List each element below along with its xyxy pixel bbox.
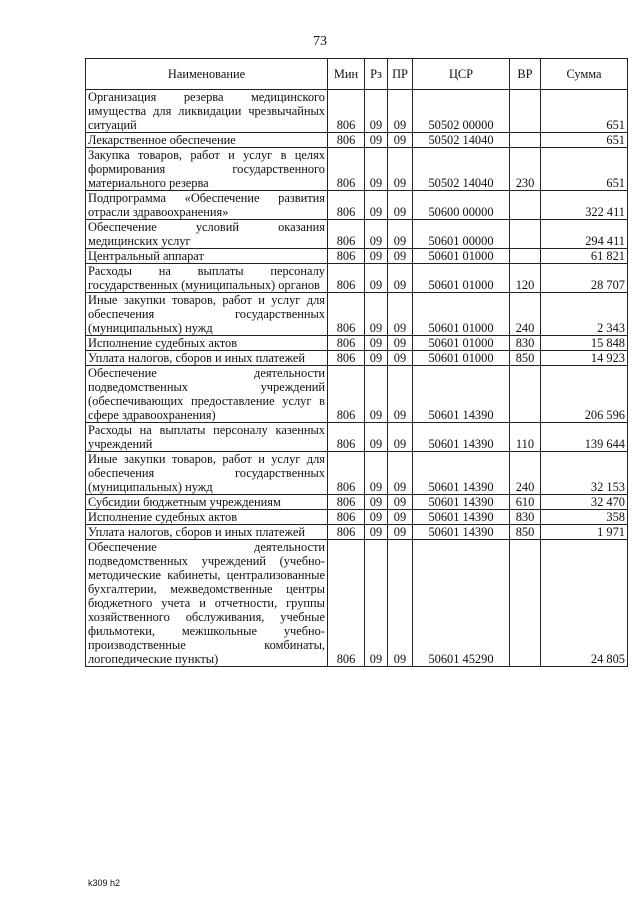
row-name: Лекарственное обеспечение: [86, 133, 328, 148]
row-rz: 09: [365, 336, 388, 351]
table-row: [86, 495, 628, 510]
row-name: Подпрограмма «Обеспечение развития отрасли здравоохранения»: [86, 191, 328, 220]
row-name: Организация резерва медицинского имущества для ликвидации чрезвычайных ситуаций: [86, 90, 328, 133]
row-sum: 32 470: [541, 495, 628, 510]
row-rz: 09: [365, 452, 388, 495]
row-csr: 50601 00000: [413, 220, 510, 249]
row-sum: 2 343: [541, 293, 628, 336]
row-vr: 240: [510, 452, 541, 495]
row-pr: 09: [388, 90, 413, 133]
row-min: 806: [328, 133, 365, 148]
table-row: [86, 452, 628, 495]
row-rz: 09: [365, 525, 388, 540]
budget-table: [85, 58, 628, 667]
row-name: Исполнение судебных актов: [86, 336, 328, 351]
row-pr: 09: [388, 423, 413, 452]
row-name: Расходы на выплаты персоналу казенных учреждений: [86, 423, 328, 452]
row-sum: 651: [541, 148, 628, 191]
row-min: 806: [328, 366, 365, 423]
row-rz: 09: [365, 351, 388, 366]
row-csr: 50601 14390: [413, 495, 510, 510]
row-vr: [510, 220, 541, 249]
table-row: [86, 525, 628, 540]
table-row: [86, 423, 628, 452]
row-name: Расходы на выплаты персоналу государственных (муниципальных) органов: [86, 264, 328, 293]
table-row: [86, 191, 628, 220]
row-pr: 09: [388, 191, 413, 220]
row-sum: 14 923: [541, 351, 628, 366]
row-rz: 09: [365, 495, 388, 510]
row-vr: [510, 540, 541, 667]
row-sum: 358: [541, 510, 628, 525]
row-sum: 24 805: [541, 540, 628, 667]
page-number: 73: [313, 34, 327, 49]
row-sum: 1 971: [541, 525, 628, 540]
row-vr: 830: [510, 510, 541, 525]
row-vr: [510, 90, 541, 133]
row-pr: 09: [388, 351, 413, 366]
row-rz: 09: [365, 264, 388, 293]
row-csr: 50601 01000: [413, 264, 510, 293]
row-min: 806: [328, 249, 365, 264]
table-header-row: [86, 59, 628, 90]
row-min: 806: [328, 540, 365, 667]
table-row: [86, 133, 628, 148]
row-csr: 50502 14040: [413, 133, 510, 148]
row-pr: 09: [388, 293, 413, 336]
table-row: [86, 540, 628, 667]
row-name: Уплата налогов, сборов и иных платежей: [86, 351, 328, 366]
row-min: 806: [328, 148, 365, 191]
row-min: 806: [328, 90, 365, 133]
row-pr: 09: [388, 264, 413, 293]
row-min: 806: [328, 452, 365, 495]
table-row: [86, 249, 628, 264]
row-min: 806: [328, 220, 365, 249]
row-sum: 651: [541, 90, 628, 133]
row-vr: 830: [510, 336, 541, 351]
row-csr: 50601 01000: [413, 336, 510, 351]
row-rz: 09: [365, 220, 388, 249]
table-row: [86, 293, 628, 336]
row-min: 806: [328, 191, 365, 220]
row-rz: 09: [365, 510, 388, 525]
row-sum: 139 644: [541, 423, 628, 452]
row-csr: 50601 01000: [413, 249, 510, 264]
table-row: [86, 336, 628, 351]
row-pr: 09: [388, 366, 413, 423]
row-pr: 09: [388, 540, 413, 667]
row-csr: 50601 14390: [413, 525, 510, 540]
row-rz: 09: [365, 366, 388, 423]
row-csr: 50600 00000: [413, 191, 510, 220]
row-min: 806: [328, 423, 365, 452]
row-min: 806: [328, 264, 365, 293]
table-row: [86, 351, 628, 366]
table-body: [86, 90, 628, 667]
row-name: Центральный аппарат: [86, 249, 328, 264]
row-pr: 09: [388, 336, 413, 351]
row-vr: 850: [510, 525, 541, 540]
header-vr: ВР: [510, 59, 541, 90]
row-vr: [510, 191, 541, 220]
row-pr: 09: [388, 148, 413, 191]
row-min: 806: [328, 351, 365, 366]
row-min: 806: [328, 510, 365, 525]
row-name: Обеспечение условий оказания медицинских услуг: [86, 220, 328, 249]
row-vr: 110: [510, 423, 541, 452]
row-sum: 61 821: [541, 249, 628, 264]
row-vr: 120: [510, 264, 541, 293]
row-csr: 50601 45290: [413, 540, 510, 667]
row-rz: 09: [365, 148, 388, 191]
table-row: [86, 220, 628, 249]
row-pr: 09: [388, 220, 413, 249]
row-name: Иные закупки товаров, работ и услуг для обеспечения государственных (муниципальных) нужд: [86, 452, 328, 495]
row-rz: 09: [365, 133, 388, 148]
row-pr: 09: [388, 510, 413, 525]
row-sum: 294 411: [541, 220, 628, 249]
row-sum: 32 153: [541, 452, 628, 495]
row-vr: 850: [510, 351, 541, 366]
row-sum: 322 411: [541, 191, 628, 220]
row-name: Обеспечение деятельности подведомственных учреждений (учебно-методические кабинеты, централизованные бухгалтерии, межведомственные центры бюджетного учета и отчетности, группы хозяйственного обслуживания, учебные фильмотеки, межшкольные учебно-производственные комбинаты, логопедические пункты): [86, 540, 328, 667]
row-csr: 50601 01000: [413, 351, 510, 366]
row-min: 806: [328, 495, 365, 510]
row-name: Обеспечение деятельности подведомственных учреждений (обеспечивающих предоставление услуг в сфере здравоохранения): [86, 366, 328, 423]
row-csr: 50601 14390: [413, 510, 510, 525]
footer-code: k309 h2: [88, 878, 121, 888]
table-row: [86, 510, 628, 525]
row-csr: 50601 01000: [413, 293, 510, 336]
row-pr: 09: [388, 249, 413, 264]
header-rz: Рз: [365, 59, 388, 90]
row-name: Иные закупки товаров, работ и услуг для обеспечения государственных (муниципальных) нужд: [86, 293, 328, 336]
row-vr: [510, 133, 541, 148]
row-vr: [510, 366, 541, 423]
row-vr: 230: [510, 148, 541, 191]
row-sum: 206 596: [541, 366, 628, 423]
row-pr: 09: [388, 525, 413, 540]
row-csr: 50502 14040: [413, 148, 510, 191]
row-rz: 09: [365, 293, 388, 336]
row-vr: 240: [510, 293, 541, 336]
header-sum: Сумма: [541, 59, 628, 90]
row-min: 806: [328, 525, 365, 540]
table-row: [86, 366, 628, 423]
row-rz: 09: [365, 90, 388, 133]
row-rz: 09: [365, 423, 388, 452]
row-name: Субсидии бюджетным учреждениям: [86, 495, 328, 510]
row-name: Закупка товаров, работ и услуг в целях формирования государственного материального резерва: [86, 148, 328, 191]
row-pr: 09: [388, 452, 413, 495]
row-csr: 50502 00000: [413, 90, 510, 133]
row-min: 806: [328, 293, 365, 336]
row-rz: 09: [365, 191, 388, 220]
row-vr: [510, 249, 541, 264]
table-row: [86, 264, 628, 293]
row-csr: 50601 14390: [413, 423, 510, 452]
header-min: Мин: [328, 59, 365, 90]
header-pr: ПР: [388, 59, 413, 90]
table-row: [86, 90, 628, 133]
header-name: Наименование: [86, 59, 328, 90]
row-rz: 09: [365, 249, 388, 264]
row-sum: 651: [541, 133, 628, 148]
row-csr: 50601 14390: [413, 366, 510, 423]
row-rz: 09: [365, 540, 388, 667]
row-vr: 610: [510, 495, 541, 510]
header-csr: ЦСР: [413, 59, 510, 90]
table-row: [86, 148, 628, 191]
row-pr: 09: [388, 495, 413, 510]
row-csr: 50601 14390: [413, 452, 510, 495]
row-name: Уплата налогов, сборов и иных платежей: [86, 525, 328, 540]
row-name: Исполнение судебных актов: [86, 510, 328, 525]
row-min: 806: [328, 336, 365, 351]
row-sum: 15 848: [541, 336, 628, 351]
row-pr: 09: [388, 133, 413, 148]
row-sum: 28 707: [541, 264, 628, 293]
